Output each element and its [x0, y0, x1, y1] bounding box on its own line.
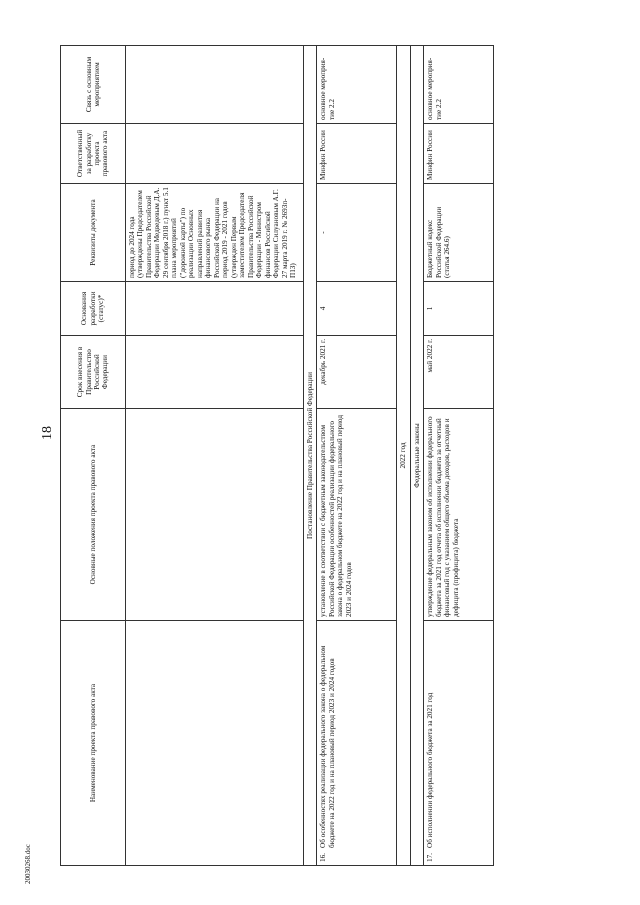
section-government-resolution: Постановление Правительства Российской Федерации: [304, 46, 317, 866]
footer-file-code: 20030268.doc: [24, 844, 32, 884]
header-deadline: Срок внесения в Правительство Российской Федерации: [61, 336, 126, 409]
row17-name-cell: [424, 621, 494, 866]
header-basis: Основания разработки (статус)*: [61, 282, 126, 336]
row17-deadline: май 2022 г.: [424, 336, 494, 409]
section-federal-laws: Федеральные законы: [410, 46, 423, 866]
row17-name: Об исполнении федерального бюджета за 2021 год: [426, 692, 435, 848]
row16-number: 16.: [319, 853, 328, 862]
header-link: Связь с основным мероприятием: [61, 46, 126, 124]
page-number: 18: [40, 426, 55, 440]
row17-link: основное мероприя-тие 2.2: [424, 46, 494, 124]
row16-link: основное мероприя-тие 2.2: [317, 46, 397, 124]
section-row: [410, 46, 423, 866]
table-row: [424, 46, 494, 866]
section-row: [397, 46, 410, 866]
section-row: [304, 46, 317, 866]
row17-responsible: Минфин России: [424, 124, 494, 184]
row16-responsible: Минфин России: [317, 124, 397, 184]
rotated-table-page: [60, 46, 605, 866]
row17-requisites: Бюджетный кодекс Российской Федерации (статья 264.6): [424, 184, 494, 282]
row16-requisites: -: [317, 184, 397, 282]
header-responsible: Ответственный за разработку проекта правового акта: [61, 124, 126, 184]
table-header: [61, 46, 126, 866]
row17-basis: 1: [424, 282, 494, 336]
row16-basis: 4: [317, 282, 397, 336]
row17-number: 17.: [426, 853, 435, 862]
row16-name-cell: [317, 621, 397, 866]
table-row: [317, 46, 397, 866]
row16-provisions: установление в соответствии с бюджетным законодательством Российской Федерации особенностей реализации федерального закона о федеральном бюджете на 2022 год и на плановый период 2023 и 2024 годов: [317, 409, 397, 621]
carryover-requisites: период до 2024 года (утверждены Председателем Правительства Российской Федерации Медведевым Д.А. 29 сентября 2018 г.) пункт 5.1 плана мероприятий ("дорожной карты") по реализации Основных направлений развития финансового рынка Российской Федерации на период 2019 - 2021 годов (утвержден Первым заместителем Председателя Правительства Российской Федерации - Министром финансов Российской Федерации Силуановым А.Г. 27 марта 2019 г. № 2693п-П13): [126, 184, 304, 282]
row17-provisions: утверждение федеральным законом об исполнении федерального бюджета за 2021 год отчета об исполнении бюджета за отчетный финансовый год с указанием общего объема доходов, расходов и дефицита (профицита) бюджета: [424, 409, 494, 621]
row16-name: Об особенностях реализации федерального закона о федеральном бюджете на 2022 год и на плановый период 2023 и 2024 годов: [319, 645, 336, 848]
header-requisites: Реквизиты документа: [61, 184, 126, 282]
section-year: 2022 год: [397, 46, 410, 866]
row16-deadline: декабрь 2021 г.: [317, 336, 397, 409]
legal-acts-table: [60, 45, 494, 866]
header-name: Наименование проекта правового акта: [61, 621, 126, 866]
table-row-carryover: [126, 46, 304, 866]
header-provisions: Основные положения проекта правового акта: [61, 409, 126, 621]
